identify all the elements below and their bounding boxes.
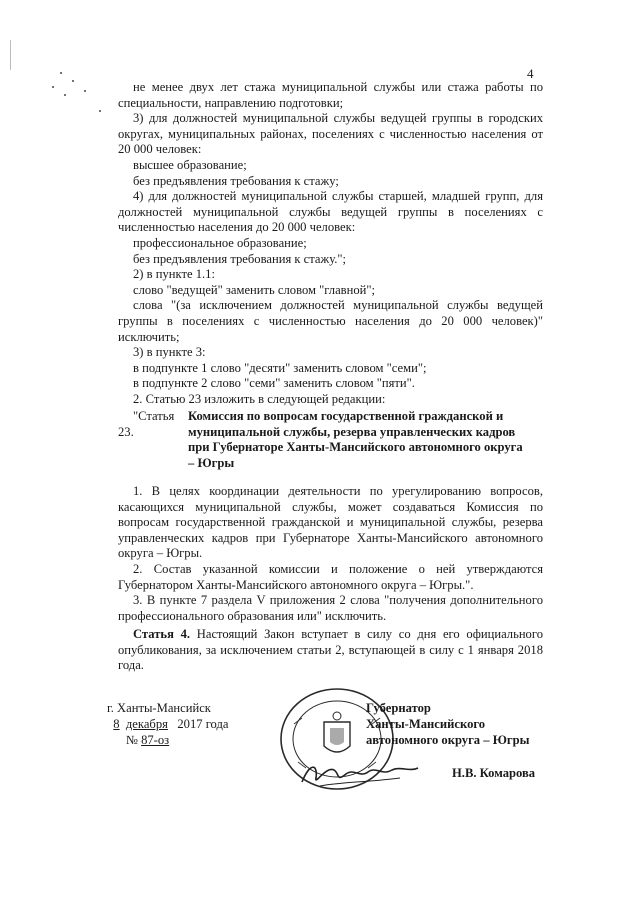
article-4-label: Статья 4. [133,627,191,641]
law-number-prefix: № [125,733,138,747]
law-body-text [118,80,543,471]
article-23-heading [118,409,543,471]
governor-title-line: Ханты-Мансийского [366,717,486,731]
body-paragraph: 2) в пункте 1.1: [133,267,215,282]
signing-city: г. Ханты-Мансийск [107,701,211,715]
body-paragraph: 3) в пункте 3: [133,345,206,360]
body-paragraph: 4) для должностей муниципальной службы старшей, младшей групп, для должностей муниципальной службы ведущей группы в поселениях с численностью населения до 20 000 человек: [118,189,543,235]
body-paragraph: 3. В пункте 7 раздела V приложения 2 слова "получения дополнительного профессионального образования или" исключить. [118,593,543,623]
body-paragraph: 2. Статью 23 изложить в следующей редакции: [133,391,386,406]
body-paragraph: 1. В целях координации деятельности по урегулированию вопросов, касающихся муниципальной службы, может создаваться Комиссия по вопросам государственной гражданской и муниципальной службы, резерва управленческих кадров при Губернаторе Ханты-Мансийского автономного округа – Югры. [118,484,543,561]
body-paragraph: слово "ведущей" заменить словом "главной"; [133,282,376,297]
body-paragraph: профессиональное образование; [133,235,307,250]
article-23-title: Комиссия по вопросам государственной гражданской и муниципальной службы, резерва управленческих кадров при Губернаторе Ханты-Мансийского автономного округа – Югры [188,409,523,470]
governor-signature-icon [300,752,420,792]
article-4-paragraph [118,627,543,674]
body-paragraph: 2. Состав указанной комиссии и положение о ней утверждаются Губернатором Ханты-Мансийского автономного округа – Югры.". [118,561,543,592]
body-paragraph: высшее образование; [133,157,247,172]
law-number-value: 87-оз [141,733,170,747]
governor-title-line: Губернатор [366,701,431,715]
signing-month: декабря [125,717,168,731]
body-paragraph: в подпункте 2 слово "семи" заменить словом "пяти". [133,376,415,391]
signing-date [107,716,228,732]
body-paragraph: 3) для должностей муниципальной службы ведущей группы в городских округах, муниципальных районах, поселениях с численностью населения от 20 000 человек: [118,111,543,157]
body-paragraph: без предъявления требования к стажу; [133,173,339,188]
body-paragraph: в подпункте 1 слово "десяти" заменить словом "семи"; [133,360,427,375]
body-paragraph: не менее двух лет стажа муниципальной службы или стажа работы по специальности, направлению подготовки; [118,80,543,110]
governor-title-block [366,700,529,748]
article-4-text: Настоящий Закон вступает в силу со дня его официального опубликования, за исключением статьи 2, вступающей в силу с 1 января 2018 года. [118,627,544,673]
article-4 [118,627,543,674]
governor-name: Н.В. Комарова [452,766,536,780]
signing-year: 2017 года [177,717,229,731]
governor-title-line: автономного округа – Югры [366,733,530,747]
article-23-body [118,484,543,624]
page-number: 4 [527,66,534,81]
article-23-label: "Статья 23. [118,409,175,439]
law-number [107,732,228,748]
body-paragraph: без предъявления требования к стажу."; [133,251,347,266]
signing-day: 8 [113,717,120,731]
signing-place-block [107,700,228,748]
body-paragraph: слова "(за исключением должностей муниципальной службы ведущей группы в поселениях с численностью населения до 20 000 человек)" исключить; [118,298,543,344]
